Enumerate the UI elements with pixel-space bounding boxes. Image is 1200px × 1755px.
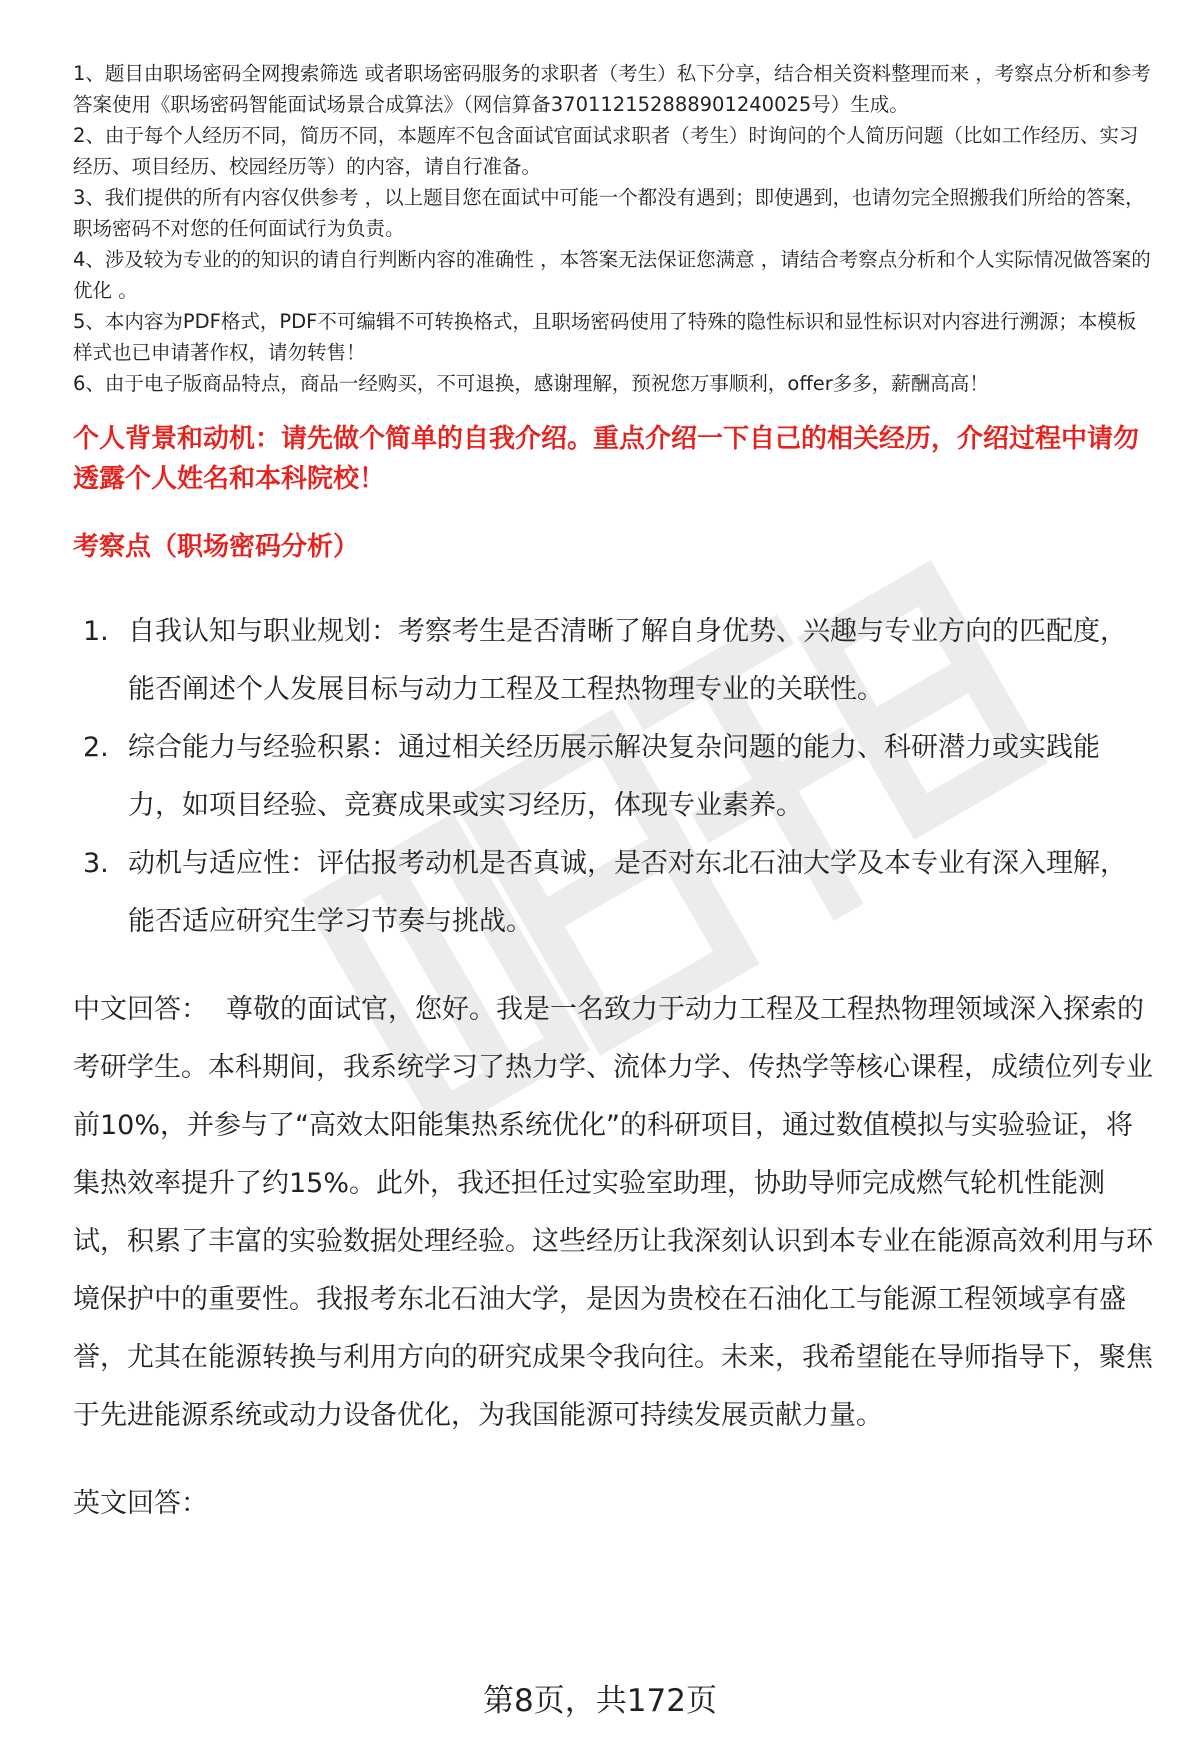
notice-list bbox=[73, 58, 1153, 399]
point-number: 1. bbox=[83, 616, 109, 647]
notice-item: 6、由于电子版商品特点，商品一经购买，不可退换，感谢理解，预祝您万事顺利，offer多多，薪酬高高！ bbox=[73, 372, 989, 395]
notice-item: 4、涉及较为专业的的知识的请自行判断内容的准确性 ，本答案无法保证您满意 ，请结合考察点分析和个人实际情况做答案的优化 。 bbox=[73, 248, 1151, 302]
point-number: 2. bbox=[83, 732, 109, 763]
page-footer: 第8页，共172页 bbox=[483, 1683, 717, 1719]
question-heading: 个人背景和动机：请先做个简单的自我介绍。重点介绍一下自己的相关经历，介绍过程中请勿透露个人姓名和本科院校！ bbox=[73, 424, 1140, 494]
english-answer-label: 英文回答： bbox=[73, 1488, 208, 1519]
point-text: 自我认知与职业规划：考察考生是否清晰了解自身优势、兴趣与专业方向的匹配度，能否阐述个人发展目标与动力工程及工程热物理专业的关联性。 bbox=[128, 616, 1127, 705]
point-text: 综合能力与经验积累：通过相关经历展示解决复杂问题的能力、科研潜力或实践能力，如项目经验、竞赛成果或实习经历，体现专业素养。 bbox=[128, 732, 1100, 821]
chinese-answer bbox=[73, 981, 1153, 1445]
analysis-point bbox=[73, 835, 1153, 951]
chinese-answer-text: 尊敬的面试官，您好。我是一名致力于动力工程及工程热物理领域深入探索的考研学生。本科期间，我系统学习了热力学、流体力学、传热学等核心课程，成绩位列专业前10%，并参与了“高效太阳能集热系统优化”的科研项目，通过数值模拟与实验验证，将集热效率提升了约15%。此外，我还担任过实验室助理，协助导师完成燃气轮机性能测试，积累了丰富的实验数据处理经验。这些经历让我深刻认识到本专业在能源高效利用与环境保护中的重要性。我报考东北石油大学，是因为贵校在石油化工与能源工程领域享有盛誉，尤其在能源转换与利用方向的研究成果令我向往。未来，我希望能在导师指导下，聚焦于先进能源系统或动力设备优化，为我国能源可持续发展贡献力量。 bbox=[73, 994, 1153, 1431]
notice-item: 1、题目由职场密码全网搜索筛选 或者职场密码服务的求职者（考生）私下分享，结合相关资料整理而来 ，考察点分析和参考答案使用《职场密码智能面试场景合成算法》（网信算备370112152888901240025号）生成。 bbox=[73, 62, 1151, 116]
notice-item: 2、由于每个人经历不同，简历不同，本题库不包含面试官面试求职者（考生）时询问的个人简历问题（比如工作经历、实习经历、项目经历、校园经历等）的内容，请自行准备。 bbox=[73, 124, 1139, 178]
analysis-heading: 考察点（职场密码分析） bbox=[73, 532, 360, 562]
point-number: 3. bbox=[83, 848, 109, 879]
analysis-points bbox=[73, 603, 1153, 951]
notice-item: 3、我们提供的所有内容仅供参考 ，以上题目您在面试中可能一个都没有遇到；即使遇到，也请勿完全照搬我们所给的答案，职场密码不对您的任何面试行为负责。 bbox=[73, 186, 1145, 240]
analysis-point bbox=[73, 603, 1153, 719]
point-text: 动机与适应性：评估报考动机是否真诚，是否对东北石油大学及本专业有深入理解，能否适应研究生学习节奏与挑战。 bbox=[128, 848, 1127, 937]
page-content bbox=[73, 58, 1153, 1533]
notice-item: 5、本内容为PDF格式，PDF不可编辑不可转换格式，且职场密码使用了特殊的隐性标识和显性标识对内容进行溯源；本模板样式也已申请著作权，请勿转售！ bbox=[73, 310, 1137, 364]
analysis-point bbox=[73, 719, 1153, 835]
chinese-answer-label: 中文回答： bbox=[73, 994, 208, 1025]
